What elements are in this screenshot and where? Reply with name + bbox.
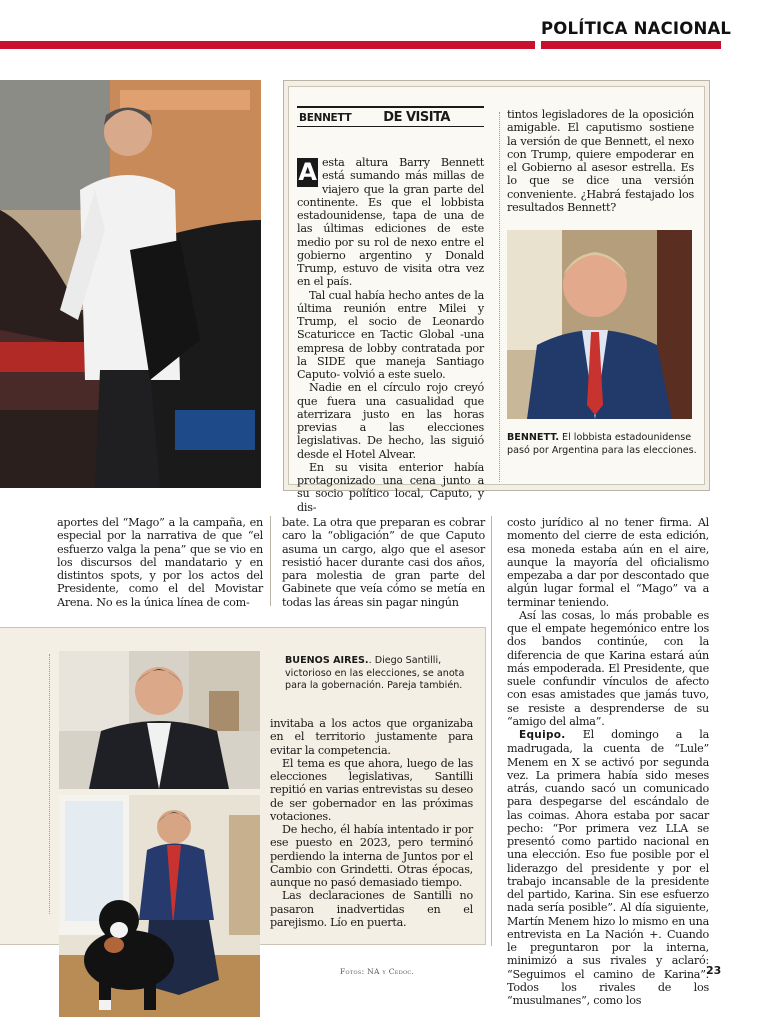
santilli-caption [285, 655, 483, 693]
body-paragraph: Las declaraciones de Santilli no pasaron inadvertidas en el parejismo. Lío en puerta. [270, 889, 473, 929]
photo-man-car [0, 80, 261, 488]
sidebar-paragraph: En su visita enterior había protagonizado una cena junto a su socio político local, Caputo, y dis- [297, 460, 484, 514]
body-paragraph: costo jurídico al no tener firma. Al momento del cierre de esta edición, esa moneda estaba aún en el aire, aunque la mayoría del oficialismo empezaba a dar por descontado que algún lugar formal el “Mago” va a terminar teniendo. [507, 516, 709, 609]
body-paragraph: invitaba a los actos que organizaba en el territorio justamente para evitar la competencia. [270, 717, 473, 757]
section-title: POLÍTICA NACIONAL [541, 19, 732, 38]
drop-cap: A [298, 158, 317, 186]
sidebar-paragraph: Nadie en el círculo rojo creyó que fuera una casualidad que aterrizara justo en las horas previas a las elecciones legislativas. De hecho, las siguió desde el Hotel Alvear. [297, 381, 484, 461]
body-paragraph: bate. La otra que preparan es cobrar caro la “obligación” de que Caputo asuma un cargo, algo que el asesor resistió hacer durante casi dos años, para molestia de gran parte del Gabinete que veía cómo se metía en todas las áreas sin pagar ningún [282, 516, 485, 609]
column-rule [491, 516, 492, 946]
caption-text: . Diego Santilli, victorioso en las elecciones, se anota para la gobernación. Pareja también. [285, 655, 465, 691]
lower-box-divider [49, 654, 50, 914]
sidebar-kicker: BENNETT [299, 112, 352, 124]
sidebar-heading [297, 106, 484, 127]
sidebar-column-divider [499, 112, 500, 482]
main-column-2-top [282, 516, 485, 609]
body-paragraph: De hecho, él había intentado ir por ese puesto en 2023, pero terminó perdiendo la interna de Juntos por el Cambio con Grindetti. Otras épocas, aunque no pasó demasiado tiempo. [270, 823, 473, 889]
sidebar-title: DE VISITA [383, 110, 450, 125]
photo-santilli-portrait [59, 651, 260, 789]
sidebar-column-1 [297, 156, 484, 514]
lead-in: Equipo. [519, 729, 566, 741]
photo-credit: Fotos: NA y Cedoc. [340, 967, 415, 976]
caption-text: El lobbista estadounidense pasó por Argentina para las elecciones. [507, 432, 697, 456]
caption-label: BUENOS AIRES. [285, 655, 369, 666]
main-column-1-top [57, 516, 263, 609]
header-red-bar [0, 41, 535, 49]
lower-box-body [270, 717, 473, 929]
body-paragraph [507, 728, 709, 1007]
body-paragraph: El tema es que ahora, luego de las elecciones legislativas, Santilli repitió en varias entrevistas su deseo de ser gobernador en las próximas votaciones. [270, 756, 473, 823]
photo-santilli-dog [59, 795, 260, 1017]
header-red-bar-right [541, 41, 721, 49]
main-column-3 [507, 516, 709, 1007]
sidebar-paragraph: Tal cual había hecho antes de la última reunión entre Milei y Trump, el socio de Leonardo Scaturicce en Tactic Global -una empresa de lobby contratada por la SIDE que maneja Santiago Caputo- volvió a este suelo. [297, 288, 484, 381]
sidebar-paragraph: esta altura Barry Bennett está sumando más millas de viajero que la gran parte del continente. Es que el lobbista estadounidense, tapa de una de las últimas ediciones de este medio por su rol de nexo entre el gobierno argentino y Donald Trump, estuvo de visita otra vez en el país. [297, 156, 484, 289]
bennett-caption [507, 432, 697, 457]
body-paragraph: aportes del “Mago” a la campaña, en especial por la narrativa de que “el esfuerzo valga la pena” que se vio en los discursos del mandatario y en distintos spots, y por los actos del Presidente, como el del Movistar Arena. No es la única línea de com- [57, 516, 263, 609]
sidebar-paragraph: tintos legisladores de la oposición amigable. El caputismo sostiene la versión de que Bennett, el nexo con Trump, quiere empoderar en el Gobierno al asesor estrella. Es lo que se dice una versión conveniente. ¿Habrá festajado los resultados Bennett? [507, 108, 694, 214]
sidebar-column-2 [507, 108, 694, 214]
caption-label: BENNETT. [507, 432, 559, 443]
page-number: 23 [706, 964, 722, 977]
photo-bennett [507, 230, 692, 419]
column-rule [270, 516, 271, 606]
lead-in-text: El domingo a la madrugada, la cuenta de “Lule” Menem en X se activó por segunda vez. La primera había sido meses atrás, cuando sacó un comunicado para despegarse del escándalo de las coimas. Ahora estaba por sacar pecho: “Por primera vez LLA se presentó como partido nacional en una elección. Eso fue posible por el liderazgo del presidente y por el trabajo incansable de la presidente del partido, Karina. Sin ese esfuerzo nada sería posible”. Al día siguiente, Martín Menem hizo lo mismo en una entrevista en La Nación +. Cuando le preguntaron por la interna, minimizó a sus rivales y aclaró: “Seguimos el camino de Karina”. Todos los rivales de los “musulmanes”, como los [507, 728, 709, 1007]
body-paragraph: Así las cosas, lo más probable es que el empate hegemónico entre los dos bandos continúe, con la diferencia de que Karina estará aún más empoderada. El Presidente, que suele confundir vínculos de afecto con esas amistades que jamás tuvo, se resiste a desprenderse de su “amigo del alma”. [507, 608, 709, 728]
